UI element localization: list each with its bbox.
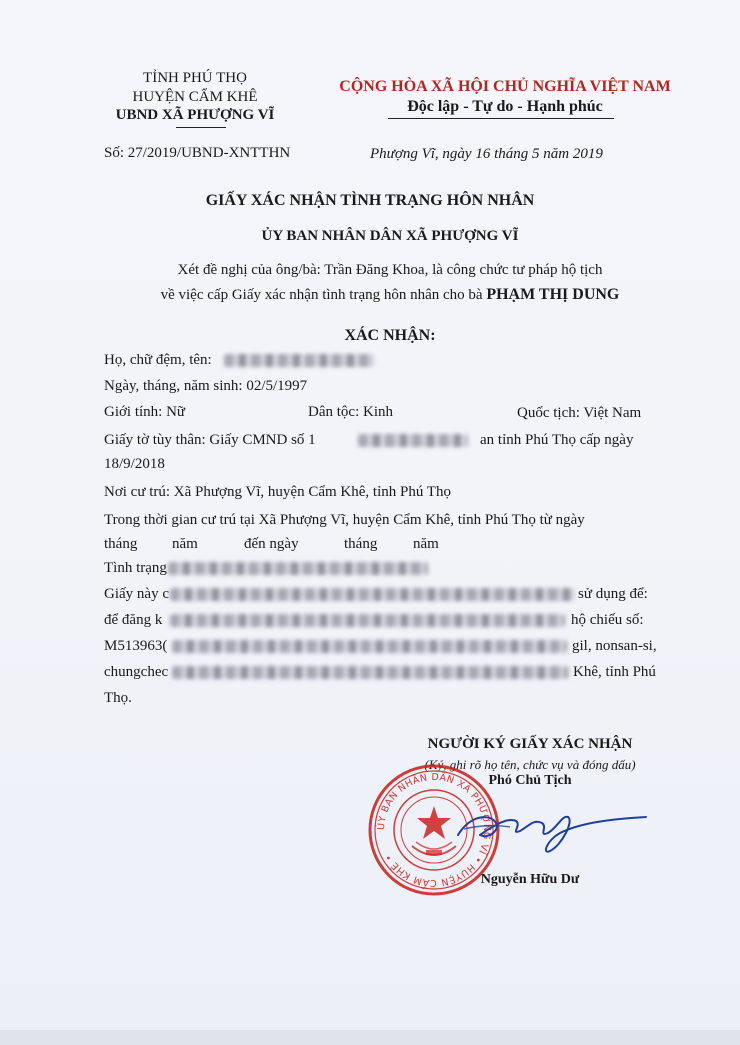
id-document-label: Giấy tờ tùy thân: Giấy CMND số 1	[104, 432, 316, 448]
district-name: HUYỆN CẨM KHÊ	[132, 89, 258, 105]
intro-line-1: Xét đề nghị của ông/bà: Trần Đăng Khoa, là công chức tư pháp hộ tịch	[177, 262, 603, 278]
seal-ring-text: ỦY BAN NHÂN DÂN XÃ PHƯỢNG VĨ • HUYỆN CẨM KHÊ •	[375, 771, 493, 889]
period-to-year-label: năm	[413, 536, 439, 552]
passport-label: hộ chiếu số:	[571, 612, 644, 628]
redacted-address	[172, 666, 568, 679]
nationality: Quốc tịch: Việt Nam	[517, 405, 642, 421]
redacted-purpose	[170, 588, 575, 601]
address-line-start: chungchec	[104, 664, 169, 680]
place-date: Phượng Vĩ, ngày 16 tháng 5 năm 2019	[370, 146, 603, 162]
motto-underline	[388, 118, 614, 119]
passport-number-start: M513963(	[104, 638, 168, 654]
scan-bottom-edge	[0, 1030, 740, 1045]
id-issuer: an tỉnh Phú Thọ cấp ngày	[480, 432, 634, 448]
intro-line-2	[0, 286, 740, 304]
document-title: GIẤY XÁC NHẬN TÌNH TRẠNG HÔN NHÂN	[205, 192, 535, 209]
signer-position: Phó Chủ Tịch	[488, 773, 572, 788]
ethnicity: Dân tộc: Kinh	[308, 404, 393, 420]
redacted-name	[224, 354, 374, 367]
signer-instruction: (Ký, ghi rõ họ tên, chức vụ và đóng dấu)	[424, 757, 636, 772]
signer-heading: NGƯỜI KÝ GIẤY XÁC NHẬN	[427, 736, 633, 752]
intro-text: về việc cấp Giấy xác nhận tình trạng hôn nhân cho bà	[160, 287, 487, 303]
signer-name: Nguyễn Hữu Dư	[480, 872, 580, 887]
gender: Giới tính: Nữ	[104, 404, 186, 420]
period-to-label: đến ngày	[244, 536, 299, 552]
foreign-address-start: gil, nonsan-si,	[572, 638, 657, 654]
redacted-id-number	[358, 434, 468, 447]
applicant-name: PHẠM THỊ DUNG	[486, 286, 620, 303]
redacted-registration	[170, 614, 565, 627]
name-label: Họ, chữ đệm, tên:	[104, 352, 212, 368]
residence: Nơi cư trú: Xã Phượng Vĩ, huyện Cẩm Khê, tỉnh Phú Thọ	[104, 484, 451, 500]
marital-status-label: Tình trạng	[104, 560, 167, 576]
confirm-heading: XÁC NHẬN:	[344, 327, 436, 344]
province-name: TỈNH PHÚ THỌ	[143, 70, 247, 86]
left-header-divider	[176, 127, 226, 128]
redacted-marital-status	[168, 562, 428, 575]
purpose-text-end: sử dụng để:	[578, 586, 648, 602]
registration-text-start: để đăng k	[104, 612, 163, 628]
address-final: Thọ.	[104, 690, 132, 706]
issuing-authority: ỦY BAN NHÂN DÂN XÃ PHƯỢNG VĨ	[261, 228, 519, 244]
period-month-label: tháng	[104, 536, 138, 552]
country-name: CỘNG HÒA XÃ HỘI CHỦ NGHĨA VIỆT NAM	[339, 78, 671, 95]
id-issue-date: 18/9/2018	[104, 456, 165, 472]
date-of-birth: Ngày, tháng, năm sinh: 02/5/1997	[104, 378, 308, 394]
national-motto: Độc lập - Tự do - Hạnh phúc	[407, 98, 603, 115]
residence-period-line-1: Trong thời gian cư trú tại Xã Phượng Vĩ, huyện Cẩm Khê, tỉnh Phú Thọ từ ngày	[104, 512, 585, 528]
period-to-month-label: tháng	[344, 536, 378, 552]
document-number: Số: 27/2019/UBND-XNTTHN	[104, 145, 291, 161]
handwritten-signature	[450, 795, 650, 865]
redacted-passport	[172, 640, 567, 653]
period-year-label: năm	[172, 536, 198, 552]
commune-name: UBND XÃ PHƯỢNG VĨ	[115, 107, 275, 123]
address-line-end: Khê, tỉnh Phú	[573, 664, 656, 680]
purpose-text-start: Giấy này c	[104, 586, 169, 602]
